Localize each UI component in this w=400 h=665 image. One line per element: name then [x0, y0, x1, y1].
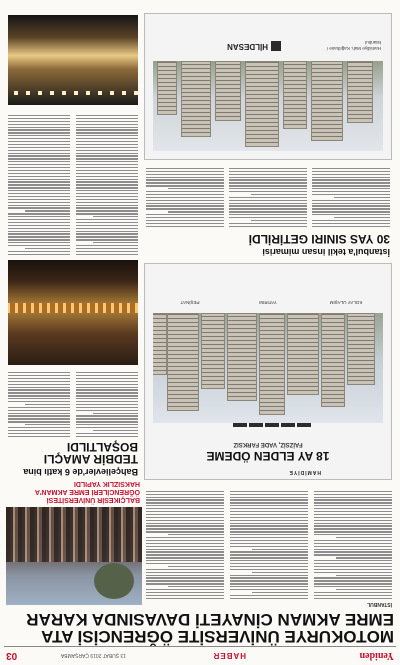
issue-date: 13 ŞUBAT 2019 ÇARŞAMBA	[60, 652, 126, 658]
ad-subtitle: FAİZSİZ, VADE FARKSIZ	[233, 441, 303, 447]
cube-logo-icon	[271, 41, 281, 51]
ad-feature: KOLAY ULAŞIM	[329, 300, 363, 305]
masthead	[4, 646, 396, 661]
lead-byline: İSTANBUL	[367, 601, 392, 607]
ceiling-lamps	[8, 91, 138, 95]
ad-building-render	[153, 313, 383, 423]
story-two-body	[8, 369, 70, 437]
lower-ad-logo	[227, 39, 281, 53]
real-estate-advertisement	[144, 263, 392, 480]
lead-body-column-2	[230, 487, 308, 599]
story-two-kicker: Bahçelievler'de 6 katlı bina	[23, 467, 138, 477]
right-column-text	[8, 110, 70, 255]
section-name: HABER	[212, 651, 246, 660]
story-two-headline: TEDBİR AMAÇLI BOŞALTILDI	[43, 440, 138, 466]
page-number: 03	[6, 650, 18, 661]
lead-headline: MOTOKURYE ÜNİVERSİTE ÖĞRENCİSİ ATA EMRE AKMAN CİNAYETİ DAVASINDA KARAR	[26, 610, 394, 646]
crowd-shape	[6, 507, 142, 562]
story-three-body	[312, 165, 390, 227]
light-strip	[8, 303, 138, 313]
lead-body-column-3	[146, 487, 224, 599]
right-column-text	[76, 110, 138, 255]
lead-body-column-1	[314, 487, 392, 599]
restaurant-photo	[8, 260, 138, 365]
story-three-body	[146, 165, 224, 227]
tree-shape	[94, 563, 134, 599]
lower-ad-building-render	[153, 61, 383, 151]
ad-brand: HAMİDİYE	[288, 469, 321, 475]
story-three-headline: 30 YAS SINIRI GETİRİLDİ	[248, 232, 390, 246]
lower-ad-address: Hamidiye Mah. Kağıthane / İstanbul	[326, 40, 381, 51]
story-three-body	[229, 165, 307, 227]
story-three-kicker: İstanbul'a tekil insan mimarisi	[262, 247, 390, 257]
newspaper-logo: Yeniden	[359, 650, 394, 661]
protest-photo-caption: BALÇIKESİR ÜNİVERSİTESİ ÖĞRENCİLERİ EMRE AKMAN'A HAKSIZLIK YAPILDI	[35, 480, 140, 503]
ad-features	[153, 269, 383, 309]
lower-ad-logo-text: HİLDESAN	[227, 42, 268, 51]
ad-feature: PEŞİNAT	[180, 300, 200, 305]
ad-title: 18 AY ELDEN ÖDEME	[206, 449, 330, 463]
interior-photo	[8, 15, 138, 105]
ad-feature: YATIRIM	[259, 300, 277, 305]
developer-advertisement	[144, 13, 392, 160]
story-two-body	[76, 369, 138, 437]
protest-photo	[6, 507, 142, 605]
